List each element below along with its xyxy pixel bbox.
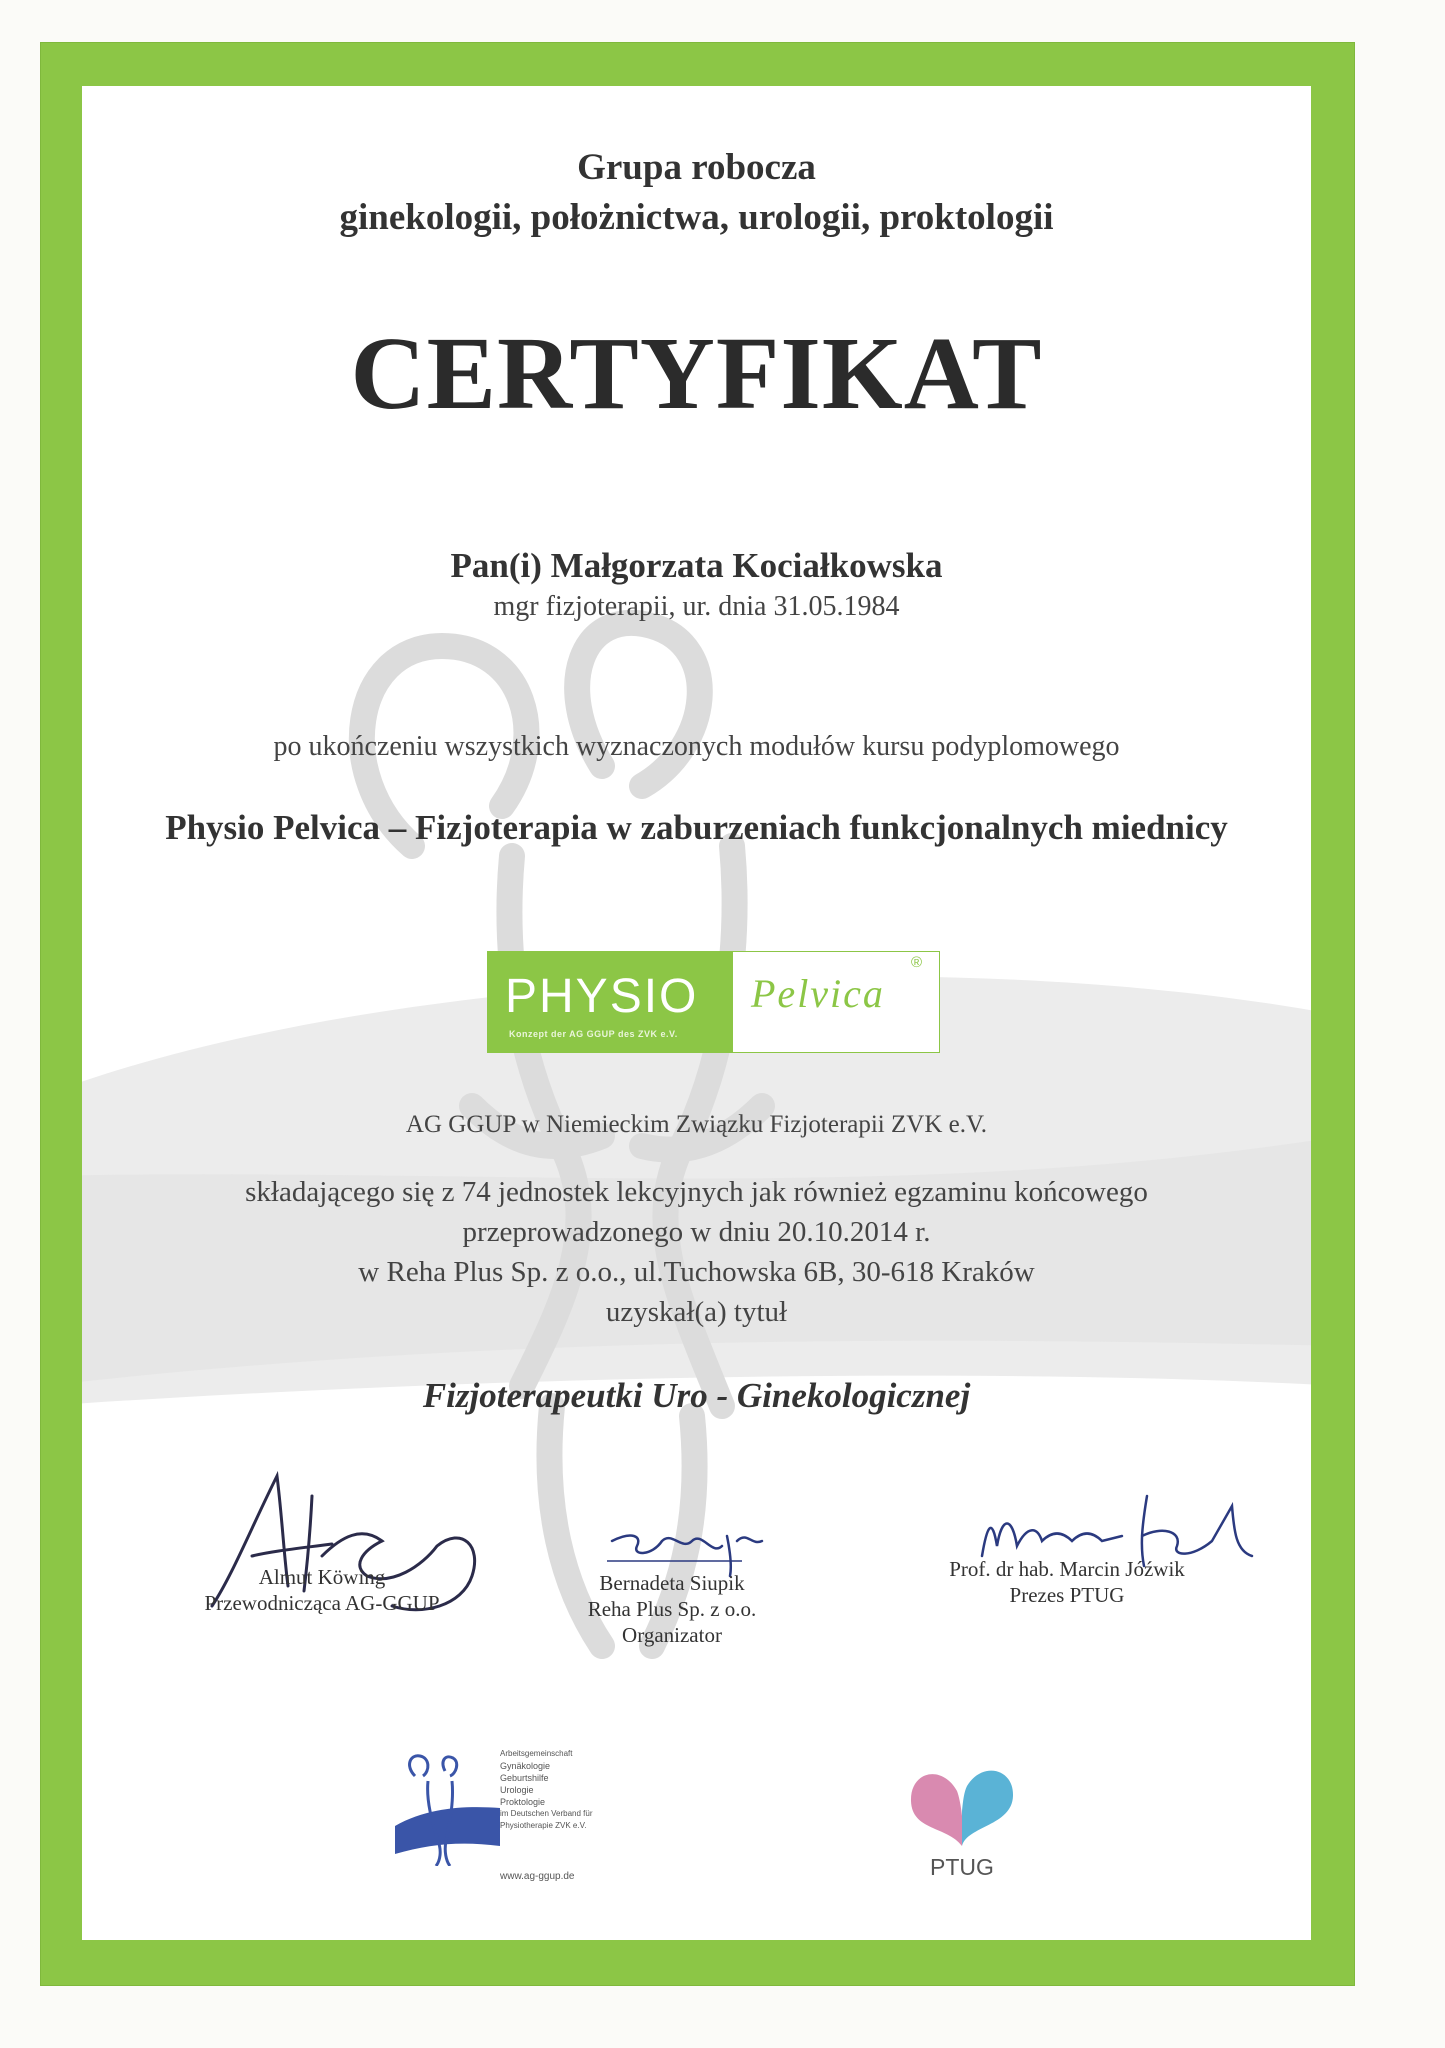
signature-3-role: Prezes PTUG (1009, 1583, 1125, 1607)
logo-white-panel (732, 951, 940, 1053)
header-line-2: ginekologii, położnictwa, urologii, proktologii (339, 197, 1054, 238)
logo-tagline: Konzept der AG GGUP des ZVK e.V. (509, 1029, 678, 1039)
signature-2-role: Reha Plus Sp. z o.o. (587, 1597, 757, 1621)
recipient-details: mgr fizjoterapii, ur. dnia 31.05.1984 (493, 591, 900, 622)
details-line-4: uzyskał(a) tytuł (605, 1296, 788, 1328)
ag-ggup-logo (390, 1746, 720, 1886)
logo-green-panel (487, 951, 732, 1053)
ag-line-6: im Deutschen Verband für (500, 1809, 593, 1818)
recipient-name: Pan(i) Małgorzata Kociałkowska (450, 546, 943, 585)
ag-ggup-emblem-icon (390, 1746, 500, 1866)
signature-2-name: Bernadeta Siupik (599, 1571, 745, 1595)
ag-line-7: Physiotherapie ZVK e.V. (500, 1821, 587, 1830)
registered-mark: ® (911, 954, 923, 971)
ptug-text: PTUG (930, 1854, 994, 1880)
details-line-3: w Reha Plus Sp. z o.o., ul.Tuchowska 6B, 30-618 Kraków (358, 1256, 1035, 1288)
signature-2-role2: Organizator (622, 1623, 722, 1647)
details-line-1: składającego się z 74 jednostek lekcyjnych jak również egzaminu końcowego (245, 1176, 1148, 1208)
signature-1-role: Przewodnicząca AG-GGUP (204, 1591, 440, 1615)
ag-line-3: Geburtshilfe (500, 1773, 549, 1783)
certificate-title: CERTYFIKAT (350, 316, 1043, 431)
ag-line-5: Proktologie (500, 1797, 546, 1807)
ag-ggup-text (500, 1748, 620, 1832)
ag-ggup-url: www.ag-ggup.de (500, 1871, 575, 1882)
ag-line-4: Urologie (500, 1785, 534, 1795)
signature-block-1 (152, 1564, 492, 1616)
signature-3-name: Prof. dr hab. Marcin Jóźwik (949, 1557, 1185, 1581)
title-earned: Fizjoterapeutki Uro - Ginekologicznej (422, 1376, 971, 1415)
course-name: Physio Pelvica – Fizjoterapia w zaburzeniach funkcjonalnych miednicy (165, 808, 1228, 847)
details-line-2: przeprowadzonego w dniu 20.10.2014 r. (462, 1216, 931, 1248)
certificate-paper (82, 86, 1311, 1940)
signature-1-name: Almut Köwing (258, 1565, 386, 1589)
ag-line-2: Gynäkologie (500, 1761, 551, 1771)
signature-block-3 (902, 1556, 1232, 1608)
ptug-logo (897, 1756, 1027, 1881)
physio-pelvica-logo (487, 951, 940, 1053)
organizer-organization: AG GGUP w Niemieckim Związku Fizjoterapii ZVK e.V. (405, 1111, 988, 1138)
intro-text: po ukończeniu wszystkich wyznaczonych modułów kursu podyplomowego (273, 731, 1120, 762)
logo-pelvica-text: Pelvica (751, 971, 885, 1016)
ag-line-1: Arbeitsgemeinschaft (500, 1749, 573, 1758)
logo-physio-text: PHYSIO (505, 970, 699, 1023)
ptug-emblem-icon (907, 1756, 1017, 1851)
signature-block-2 (532, 1570, 812, 1648)
header-line-1: Grupa robocza (577, 147, 816, 188)
